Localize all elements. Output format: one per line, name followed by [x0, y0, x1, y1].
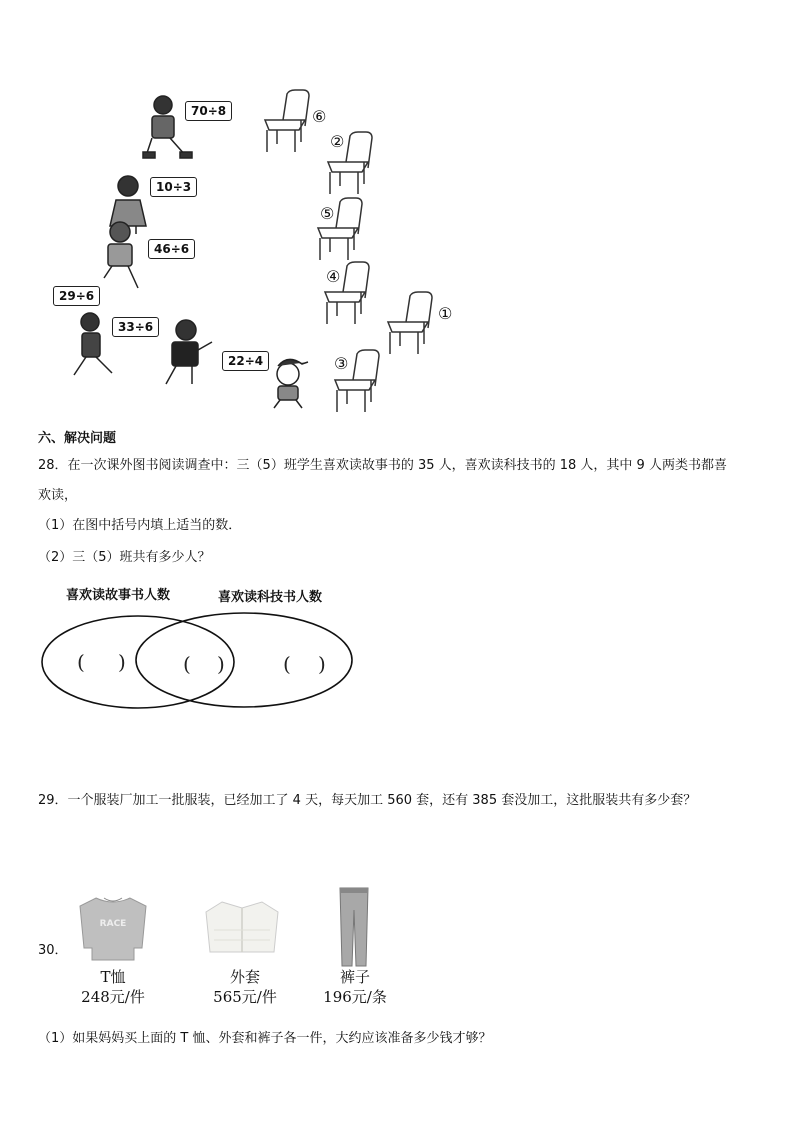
- venn-bracket-middle-open: (: [183, 652, 191, 676]
- speech-bubble-4: 29÷6: [53, 286, 100, 306]
- jacket-image: [200, 896, 285, 958]
- tshirt-price: 248元/件: [81, 988, 145, 1006]
- chair-number-1: ①: [438, 304, 453, 323]
- speech-bubble-1: 70÷8: [185, 101, 232, 121]
- chair-number-3: ③: [334, 354, 349, 373]
- speech-bubble-5: 33÷6: [112, 317, 159, 337]
- pants-name: 裤子: [339, 968, 370, 986]
- pants-price: 196元/条: [323, 988, 387, 1006]
- venn-bracket-left-close: ): [118, 650, 126, 674]
- child-figure: [104, 222, 138, 288]
- q30-sub1: （1）如果妈妈买上面的 T 恤、外套和裤子各一件，大约应该准备多少钱才够？: [38, 1031, 492, 1046]
- venn-bracket-left-open: (: [77, 650, 85, 674]
- q28-text-line1: 28．在一次课外图书阅读调查中：三（5）班学生喜欢读故事书的 35 人，喜欢读科技书的 18 人，其中 9 人两类书都喜: [38, 458, 727, 473]
- venn-bracket-middle-close: ): [217, 652, 225, 676]
- tshirt-print: RACE: [99, 919, 127, 929]
- speech-bubble-3: 46÷6: [148, 239, 195, 259]
- chair: [388, 292, 432, 354]
- tshirt-image: [78, 892, 148, 962]
- child-figure: [74, 313, 112, 375]
- jacket-name: 外套: [229, 968, 260, 986]
- venn-left-ellipse: [42, 616, 234, 708]
- q28-sub1: （1）在图中括号内填上适当的数．: [38, 518, 242, 533]
- venn-left-label: 喜欢读故事书人数: [66, 588, 171, 603]
- chair-number-2: ②: [330, 132, 345, 151]
- q30-number: 30．: [38, 943, 68, 958]
- venn-bracket-right-open: (: [283, 652, 291, 676]
- chair-number-5: ⑤: [320, 204, 335, 223]
- venn-bracket-right-close: ): [318, 652, 326, 676]
- chairs-illustration: [0, 0, 794, 420]
- child-figure: [274, 359, 308, 408]
- jacket-price: 565元/件: [213, 988, 277, 1006]
- venn-right-label: 喜欢读科技书人数: [218, 590, 323, 605]
- illustration-drawing: [0, 0, 794, 420]
- q28-sub2: （2）三（5）班共有多少人？: [38, 550, 211, 565]
- speech-bubble-2: 10÷3: [150, 177, 197, 197]
- q28-text-line2: 欢读，: [38, 488, 78, 503]
- child-figure: [166, 320, 212, 384]
- chair-number-6: ⑥: [312, 107, 327, 126]
- chair: [265, 90, 309, 152]
- pants-image: [334, 886, 374, 968]
- tshirt-name: T恤: [100, 968, 126, 986]
- speech-bubble-6: 22÷4: [222, 351, 269, 371]
- chair-number-4: ④: [326, 267, 341, 286]
- q29-text: 29．一个服装厂加工一批服装，已经加工了 4 天，每天加工 560 套，还有 385 套没加工，这批服装共有多少套？: [38, 793, 697, 808]
- section-heading: 六、解决问题: [38, 431, 117, 446]
